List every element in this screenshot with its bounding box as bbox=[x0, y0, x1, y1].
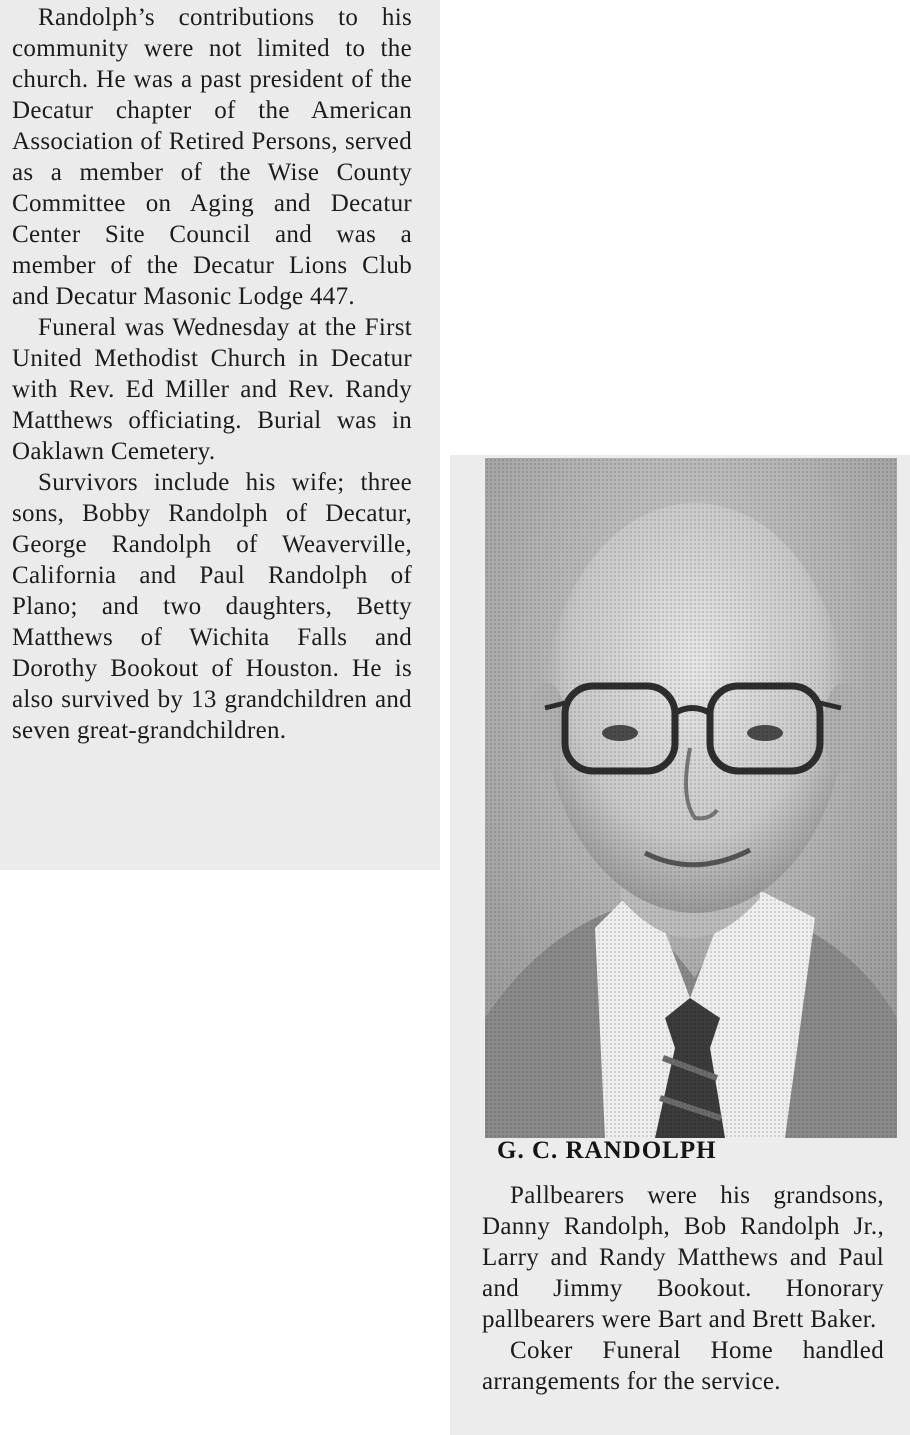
paragraph-community-contributions: Randolph’s contributions to his community were not limited to the church. He was a past president of the Decatur chapter of the American Association of Retired Persons, served as a member of the Wise County Committee on Aging and Decatur Center Site Council and was a member of the Decatur Lions Club and Decatur Masonic Lodge 447. bbox=[12, 4, 412, 310]
paragraph-survivors: Survivors include his wife; three sons, Bobby Randolph of Decatur, George Randolph of Weaverville, California and Paul Randolph of Plano; and two daughters, Betty Matthews of Wichita Falls and Dorothy Bookout of Houston. He is also survived by 13 grandchildren and seven great-grandchildren. bbox=[12, 469, 412, 744]
portrait-illustration bbox=[485, 458, 897, 1138]
paragraph-pallbearers: Pallbearers were his grandsons, Danny Randolph, Bob Randolph Jr., Larry and Randy Matthews and Paul and Jimmy Bookout. Honorary pallbearers were Bart and Brett Baker. bbox=[482, 1182, 884, 1333]
paragraph-funeral-home: Coker Funeral Home handled arrangements for the service. bbox=[482, 1337, 884, 1395]
portrait-photo bbox=[485, 458, 897, 1138]
article-column-right bbox=[482, 1180, 884, 1397]
article-column-left bbox=[12, 2, 412, 746]
paragraph-funeral: Funeral was Wednesday at the First United Methodist Church in Decatur with Rev. Ed Miller and Rev. Randy Matthews officiating. Burial was in Oaklawn Cemetery. bbox=[12, 314, 412, 465]
photo-caption: G. C. RANDOLPH bbox=[497, 1137, 717, 1164]
